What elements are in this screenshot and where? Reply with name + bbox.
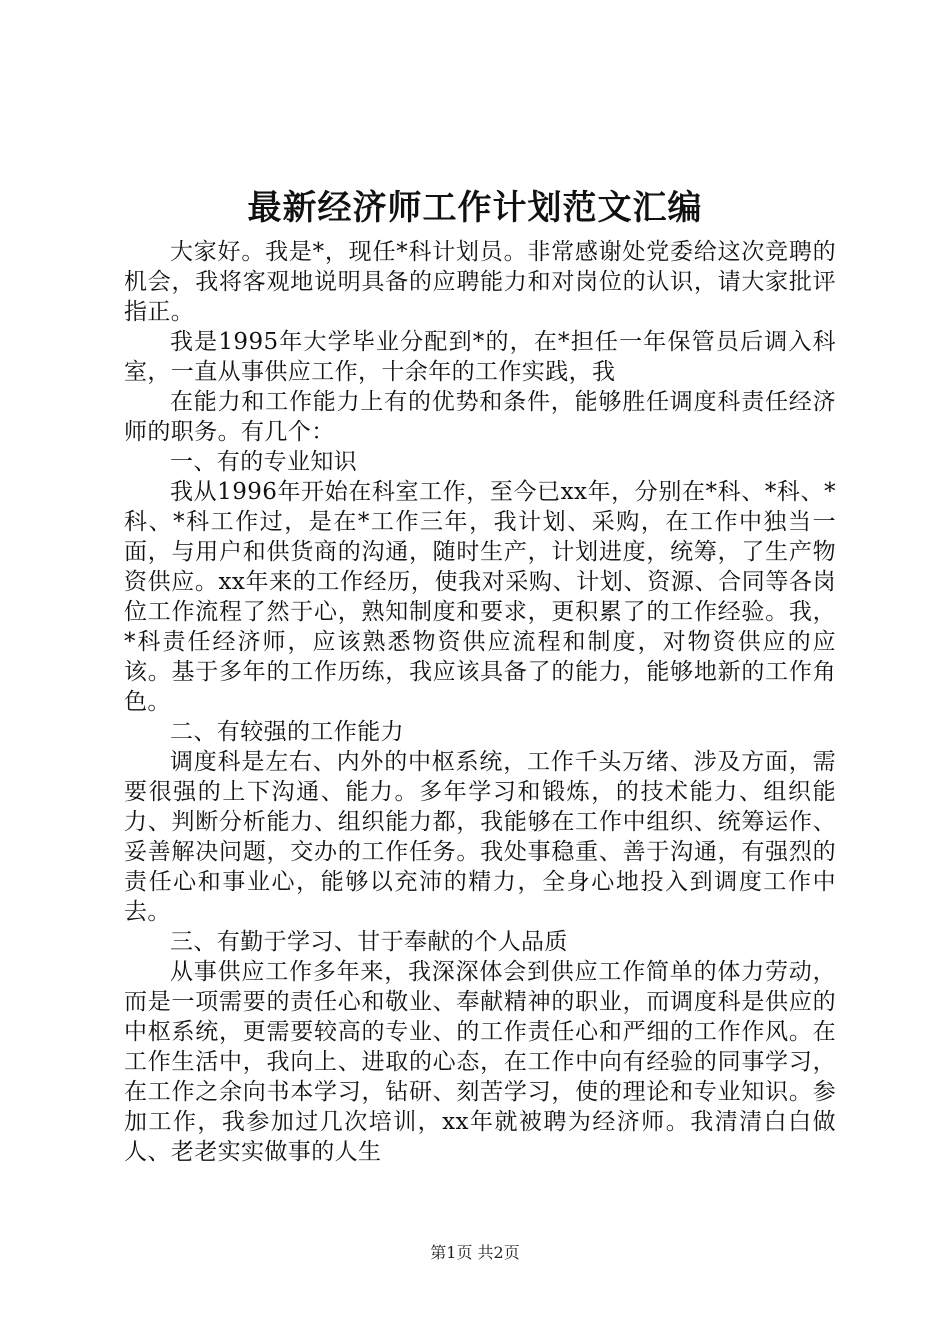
paragraph-background: 我是1995年大学毕业分配到*的，在*担任一年保管员后调入科室，一直从事供应工作，十余年的工作实践，我 xyxy=(124,329,836,385)
paragraph-qualification: 在能力和工作能力上有的优势和条件，能够胜任调度科责任经济师的职务。有几个： xyxy=(124,389,836,445)
document-title: 最新经济师工作计划范文汇编 xyxy=(247,188,703,228)
section-heading-1: 一、有的专业知识 xyxy=(170,449,358,475)
paragraph-intro: 大家好。我是*，现任*科计划员。非常感谢处党委给这次竞聘的机会，我将客观地说明具备的应聘能力和对岗位的认识，请大家批评指正。 xyxy=(124,239,836,325)
document-body xyxy=(124,237,836,1167)
page-footer: 第1页 共2页 xyxy=(430,1243,520,1262)
section-heading-2: 二、有较强的工作能力 xyxy=(170,719,404,745)
paragraph-section-2: 调度科是左右、内外的中枢系统，工作千头万绪、涉及方面，需要很强的上下沟通、能力。多年学习和锻炼，的技术能力、组织能力、判断分析能力、组织能力都，我能够在工作中组织、统筹运作、妥善解决问题，交办的工作任务。我处事稳重、善于沟通，有强烈的责任心和事业心，能够以充沛的精力，全身心地投入到调度工作中去。 xyxy=(124,749,836,925)
paragraph-section-3: 从事供应工作多年来，我深深体会到供应工作简单的体力劳动，而是一项需要的责任心和敬业、奉献精神的职业，而调度科是供应的中枢系统，更需要较高的专业、的工作责任心和严细的工作作风。在工作生活中，我向上、进取的心态，在工作中向有经验的同事学习，在工作之余向书本学习，钻研、刻苦学习，使的理论和专业知识。参加工作，我参加过几次培训，xx年就被聘为经济师。我清清白白做人、老老实实做事的人生 xyxy=(124,959,836,1165)
paragraph-section-1: 我从1996年开始在科室工作，至今已xx年，分别在*科、*科、*科、*科工作过，是在*工作三年，我计划、采购，在工作中独当一面，与用户和供货商的沟通，随时生产，计划进度，统筹，了生产物资供应。xx年来的工作经历，使我对采购、计划、资源、合同等各岗位工作流程了然于心，熟知制度和要求，更积累了的工作经验。我，*科责任经济师，应该熟悉物资供应流程和制度，对物资供应的应该。基于多年的工作历练，我应该具备了的能力，能够地新的工作角色。 xyxy=(124,479,836,715)
section-heading-3: 三、有勤于学习、甘于奉献的个人品质 xyxy=(170,929,568,955)
